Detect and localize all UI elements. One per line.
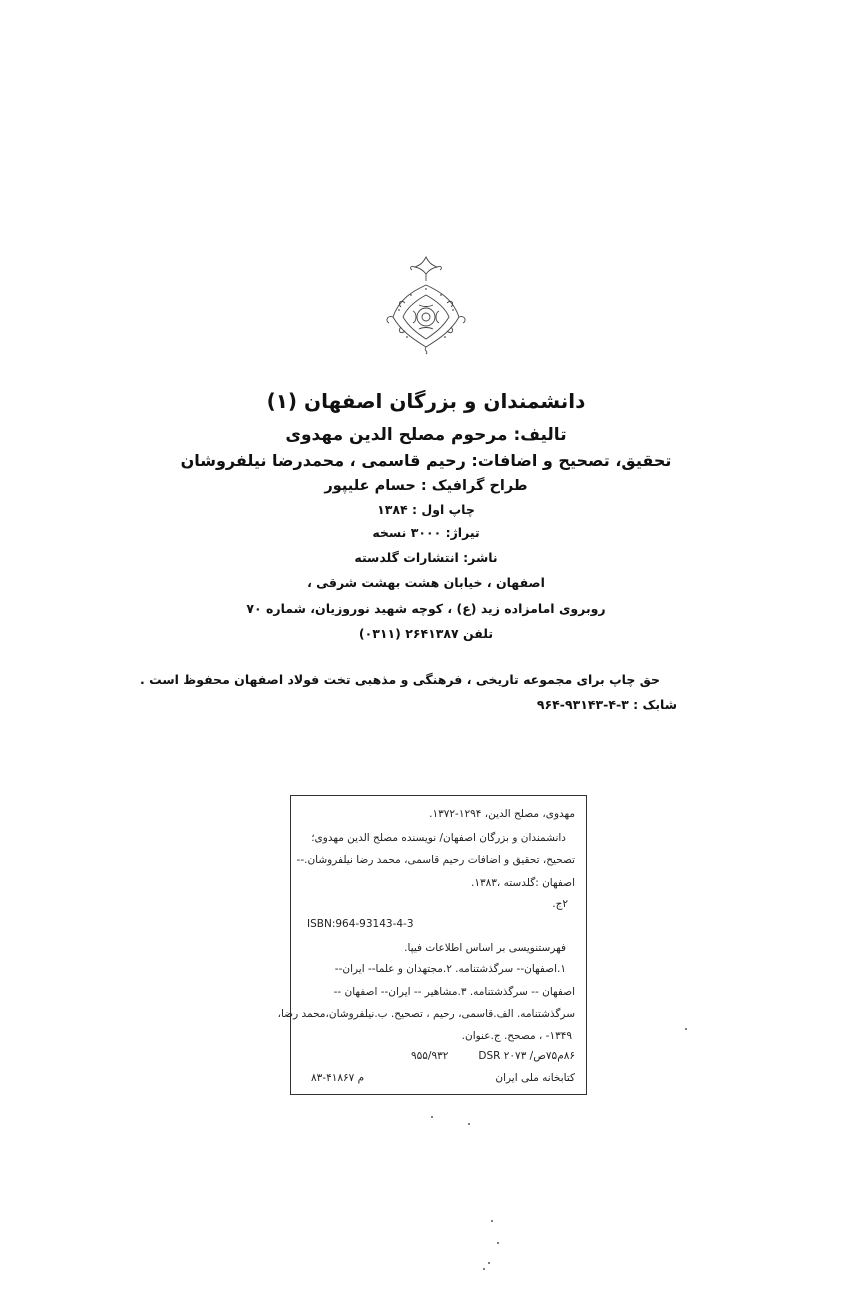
scan-speck: [685, 1028, 687, 1030]
cip-classification-right: ۸۶م۷۵ص/ ۲۰۷۳ DSR: [478, 1050, 575, 1062]
author-line: تالیف: مرحوم مصلح الدین مهدوی: [285, 425, 567, 445]
designer-line: طراح گرافیک : حسام علیپور: [324, 478, 528, 494]
scan-speck: [468, 1123, 470, 1125]
address-line-2: روبروی امامزاده زید (ع) ، کوچه شهید نوروزیان، شماره ۷۰: [246, 601, 606, 616]
edition-line: چاپ اول : ۱۳۸۴: [377, 502, 475, 517]
cip-author-line: مهدوی، مصلح الدین، ۱۲۹۴-۱۳۷۲.: [429, 808, 575, 820]
cip-subject-line-1: ۱.اصفهان-- سرگذشتنامه. ۲.مجتهدان و علما-- ایران--: [334, 963, 566, 975]
cip-subject-line-2: اصفهان -- سرگذشتنامه. ۳.مشاهیر -- ایران-- اصفهان --: [333, 986, 575, 998]
scan-speck: [497, 1242, 499, 1244]
copyright-notice: حق چاپ برای مجموعه تاریخی ، فرهنگی و مذهبی تخت فولاد اصفهان محفوظ است .: [139, 672, 660, 687]
publisher-line: ناشر: انتشارات گلدسته: [354, 550, 498, 565]
print-run-line: تیراژ: ۳۰۰۰ نسخه: [372, 525, 480, 540]
scan-speck: [491, 1220, 493, 1222]
scan-speck: [488, 1262, 490, 1264]
cip-isbn: ISBN:964-93143-4-3: [307, 918, 414, 930]
book-title: دانشمندان و بزرگان اصفهان (۱): [266, 389, 586, 413]
cip-subject-line-4: ۱۳۴۹- ، مصحح. ج.عنوان.: [461, 1030, 572, 1042]
scan-speck: [431, 1116, 433, 1118]
scan-speck: [483, 1268, 485, 1270]
cip-editors-line: تصحیح، تحقیق و اضافات رحیم قاسمی، محمد رضا نیلفروشان.--: [296, 854, 575, 866]
cip-classification-left: ۹۵۵/۹۳۲: [411, 1050, 449, 1062]
address-line-1: اصفهان ، خیابان هشت بهشت شرقی ،: [307, 575, 545, 590]
cip-title-line: دانشمندان و بزرگان اصفهان/ نویسنده مصلح الدین مهدوی؛: [311, 832, 566, 844]
cip-library-number: م ۴۱۸۶۷-۸۳: [311, 1072, 365, 1084]
cip-library: کتابخانه ملی ایران: [495, 1072, 575, 1084]
ornament-icon: [383, 255, 469, 355]
editors-line: تحقیق، تصحیح و اضافات: رحیم قاسمی ، محمدرضا نیلفروشان: [180, 451, 672, 470]
cataloging-box: [277, 795, 587, 1095]
cip-volumes-line: ۲ج.: [552, 898, 568, 910]
cip-note-line: فهرستنویسی بر اساس اطلاعات فیپا.: [404, 942, 566, 954]
isbn-line: شابک : ۳-۴-۹۳۱۴۳-۹۶۴: [536, 697, 677, 712]
phone-line: تلفن ۲۶۴۱۳۸۷ (۰۳۱۱): [358, 626, 494, 641]
cip-publication-line: اصفهان :گلدسته ،۱۳۸۳.: [471, 877, 575, 889]
cip-subject-line-3: سرگذشتنامه. الف.قاسمی، رحیم ، تصحیح. ب.نیلفروشان،محمد رضا،: [277, 1008, 575, 1020]
